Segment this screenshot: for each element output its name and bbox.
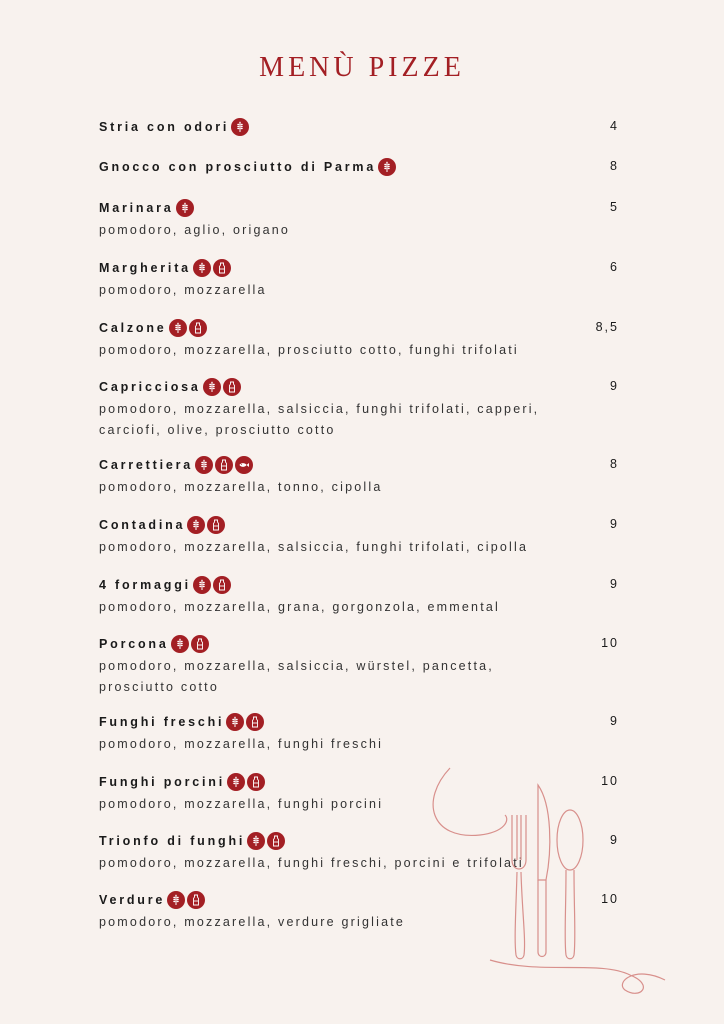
allergen-icons xyxy=(203,378,243,396)
menu-item-header xyxy=(99,455,619,475)
wheat-icon xyxy=(378,158,396,176)
milk-icon xyxy=(191,635,209,653)
wheat-icon xyxy=(247,832,265,850)
menu-item-name: Carrettiera xyxy=(99,458,194,472)
cutlery-decoration-icon xyxy=(420,760,670,1000)
allergen-icons xyxy=(193,259,233,277)
wheat-icon xyxy=(193,259,211,277)
menu-item-price: 9 xyxy=(610,379,619,393)
menu-item-name: Funghi porcini xyxy=(99,775,225,789)
menu-item-price: 9 xyxy=(610,577,619,591)
milk-icon xyxy=(207,516,225,534)
menu-item-header xyxy=(99,712,619,732)
menu-item-price: 8,5 xyxy=(595,320,619,334)
milk-icon xyxy=(223,378,241,396)
menu-item-price: 5 xyxy=(610,200,619,214)
menu-item-price: 10 xyxy=(601,892,619,906)
menu-item-header xyxy=(99,117,619,137)
menu-item-name: Stria con odori xyxy=(99,120,230,134)
menu-item-name: Funghi freschi xyxy=(99,715,225,729)
milk-icon xyxy=(215,456,233,474)
menu-item-name: Gnocco con prosciutto di Parma xyxy=(99,160,377,174)
menu-item-price: 9 xyxy=(610,833,619,847)
menu-item-name: Contadina xyxy=(99,518,186,532)
milk-icon xyxy=(189,319,207,337)
allergen-icons xyxy=(247,832,287,850)
menu-item xyxy=(99,198,619,241)
menu-item-description: pomodoro, mozzarella, verdure grigliate xyxy=(99,915,406,929)
allergen-icons xyxy=(227,773,267,791)
menu-title: MENÙ PIZZE xyxy=(259,52,465,83)
wheat-icon xyxy=(231,118,249,136)
wheat-icon xyxy=(167,891,185,909)
menu-item-description: pomodoro, mozzarella, grana, gorgonzola, emmental xyxy=(99,600,501,614)
menu-item xyxy=(99,455,619,498)
allergen-icons xyxy=(226,713,266,731)
menu-item xyxy=(99,634,619,698)
menu-item-price: 9 xyxy=(610,517,619,531)
milk-icon xyxy=(213,576,231,594)
wheat-icon xyxy=(203,378,221,396)
wheat-icon xyxy=(226,713,244,731)
milk-icon xyxy=(247,773,265,791)
menu-item-name: Porcona xyxy=(99,637,169,651)
allergen-icons xyxy=(231,118,251,136)
allergen-icons xyxy=(193,576,233,594)
menu-item-description: pomodoro, mozzarella, salsiccia, würstel, pancetta, prosciutto cotto xyxy=(99,659,494,694)
menu-item-description: pomodoro, mozzarella, salsiccia, funghi trifolati, cipolla xyxy=(99,540,529,554)
menu-item-price: 10 xyxy=(601,636,619,650)
menu-item-description: pomodoro, mozzarella xyxy=(99,283,267,297)
menu-item-name: 4 formaggi xyxy=(99,578,191,592)
menu-item xyxy=(99,515,619,558)
menu-item-name: Marinara xyxy=(99,201,174,215)
menu-item-header xyxy=(99,634,619,654)
menu-item-name: Calzone xyxy=(99,321,167,335)
wheat-icon xyxy=(176,199,194,217)
menu-item xyxy=(99,117,619,137)
wheat-icon xyxy=(187,516,205,534)
menu-item-price: 6 xyxy=(610,260,619,274)
menu-item-description: pomodoro, mozzarella, funghi freschi, porcini e trifolati xyxy=(99,856,524,870)
menu-item-description: pomodoro, mozzarella, salsiccia, funghi trifolati, capperi, carciofi, olive, prosciutto cotto xyxy=(99,402,540,437)
wheat-icon xyxy=(193,576,211,594)
allergen-icons xyxy=(169,319,209,337)
menu-item-header xyxy=(99,318,619,338)
menu-item-header xyxy=(99,258,619,278)
menu-item-name: Margherita xyxy=(99,261,191,275)
menu-item-name: Verdure xyxy=(99,893,166,907)
allergen-icons xyxy=(378,158,398,176)
menu-item-price: 4 xyxy=(610,119,619,133)
menu-item-description: pomodoro, mozzarella, funghi porcini xyxy=(99,797,384,811)
milk-icon xyxy=(213,259,231,277)
wheat-icon xyxy=(227,773,245,791)
milk-icon xyxy=(187,891,205,909)
milk-icon xyxy=(246,713,264,731)
menu-item-description: pomodoro, mozzarella, funghi freschi xyxy=(99,737,384,751)
milk-icon xyxy=(267,832,285,850)
menu-item-name: Trionfo di funghi xyxy=(99,834,246,848)
wheat-icon xyxy=(195,456,213,474)
menu-item xyxy=(99,157,619,177)
menu-item xyxy=(99,377,619,441)
menu-item xyxy=(99,712,619,755)
wheat-icon xyxy=(169,319,187,337)
menu-item-description: pomodoro, aglio, origano xyxy=(99,223,291,237)
menu-item-header xyxy=(99,198,619,218)
menu-item-header xyxy=(99,575,619,595)
menu-item xyxy=(99,575,619,618)
allergen-icons xyxy=(176,199,196,217)
menu-item-name: Capricciosa xyxy=(99,380,201,394)
menu-item xyxy=(99,258,619,301)
menu-item-price: 8 xyxy=(610,457,619,471)
menu-item-price: 8 xyxy=(610,159,619,173)
menu-item-header xyxy=(99,515,619,535)
allergen-icons xyxy=(171,635,211,653)
menu-item xyxy=(99,318,619,361)
menu-item-header xyxy=(99,157,619,177)
menu-item-description: pomodoro, mozzarella, tonno, cipolla xyxy=(99,480,383,494)
fish-icon xyxy=(235,456,253,474)
menu-item-price: 9 xyxy=(610,714,619,728)
menu-item-header xyxy=(99,377,619,397)
allergen-icons xyxy=(195,456,255,474)
allergen-icons xyxy=(187,516,227,534)
allergen-icons xyxy=(167,891,207,909)
menu-item-price: 10 xyxy=(601,774,619,788)
menu-item-description: pomodoro, mozzarella, prosciutto cotto, funghi trifolati xyxy=(99,343,519,357)
wheat-icon xyxy=(171,635,189,653)
